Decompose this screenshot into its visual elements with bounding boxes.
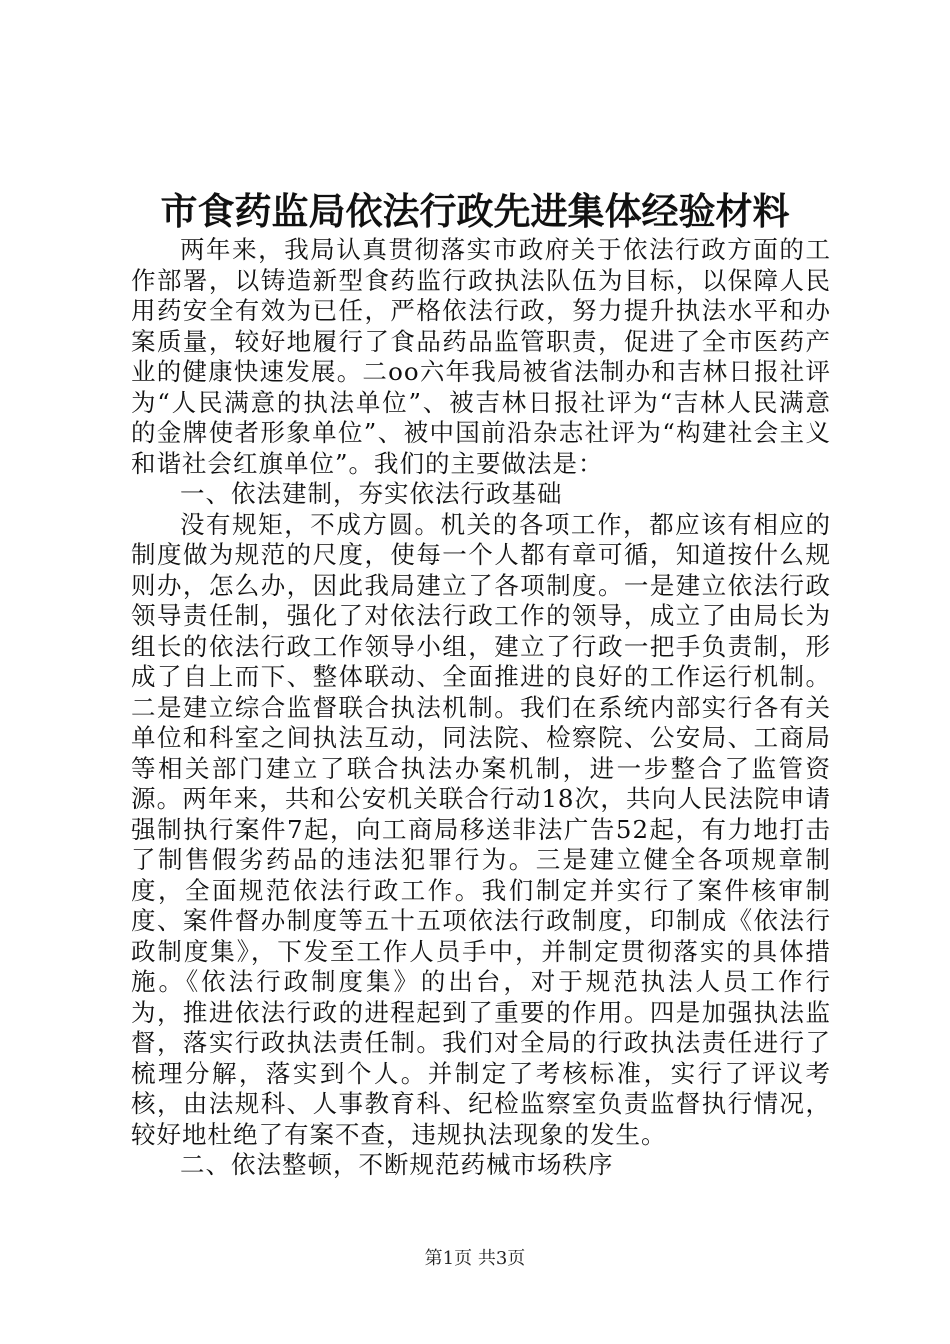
body-paragraph-intro: 两年来，我局认真贯彻落实市政府关于依法行政方面的工作部署，以铸造新型食药监行政执法队伍为目标，以保障人民用药安全有效为已任，严格依法行政，努力提升执法水平和办案质量，较好地履行了食品药品监管职责，促进了全市医药产业的健康快速发展。二oo六年我局被省法制办和吉林日报社评为“人民满意的执法单位”、被吉林日报社评为“吉林人民满意的金牌使者形象单位”、被中国前沿杂志社评为“构建社会主义和谐社会红旗单位”。我们的主要做法是： [131,235,831,478]
document-title: 市食药监局依法行政先进集体经验材料 [160,189,790,233]
section-heading-2: 二、依法整顿，不断规范药械市场秩序 [180,1150,614,1179]
document-body [131,235,831,1181]
page-number-footer: 第1页 共3页 [424,1248,526,1269]
section-heading-1: 一、依法建制，夯实依法行政基础 [180,479,563,508]
body-paragraph-section-1: 没有规矩，不成方圆。机关的各项工作，都应该有相应的制度做为规范的尺度，使每一个人都有章可循，知道按什么规则办，怎么办，因此我局建立了各项制度。一是建立依法行政领导责任制，强化了对依法行政工作的领导，成立了由局长为组长的依法行政工作领导小组，建立了行政一把手负责制，形成了自上而下、整体联动、全面推进的良好的工作运行机制。二是建立综合监督联合执法机制。我们在系统内部实行各有关单位和科室之间执法互动，同法院、检察院、公安局、工商局等相关部门建立了联合执法办案机制，进一步整合了监管资源。两年来，共和公安机关联合行动18次，共向人民法院申请强制执行案件7起，向工商局移送非法广告52起，有力地打击了制售假劣药品的违法犯罪行为。三是建立健全各项规章制度，全面规范依法行政工作。我们制定并实行了案件核审制度、案件督办制度等五十五项依法行政制度，印制成《依法行政制度集》，下发至工作人员手中，并制定贯彻落实的具体措施。《依法行政制度集》的出台，对于规范执法人员工作行为，推进依法行政的进程起到了重要的作用。四是加强执法监督，落实行政执法责任制。我们对全局的行政执法责任进行了梳理分解，落实到个人。并制定了考核标准，实行了评议考核，由法规科、人事教育科、纪检监察室负责监督执行情况，较好地杜绝了有案不查，违规执法现象的发生。 [131,509,831,1149]
